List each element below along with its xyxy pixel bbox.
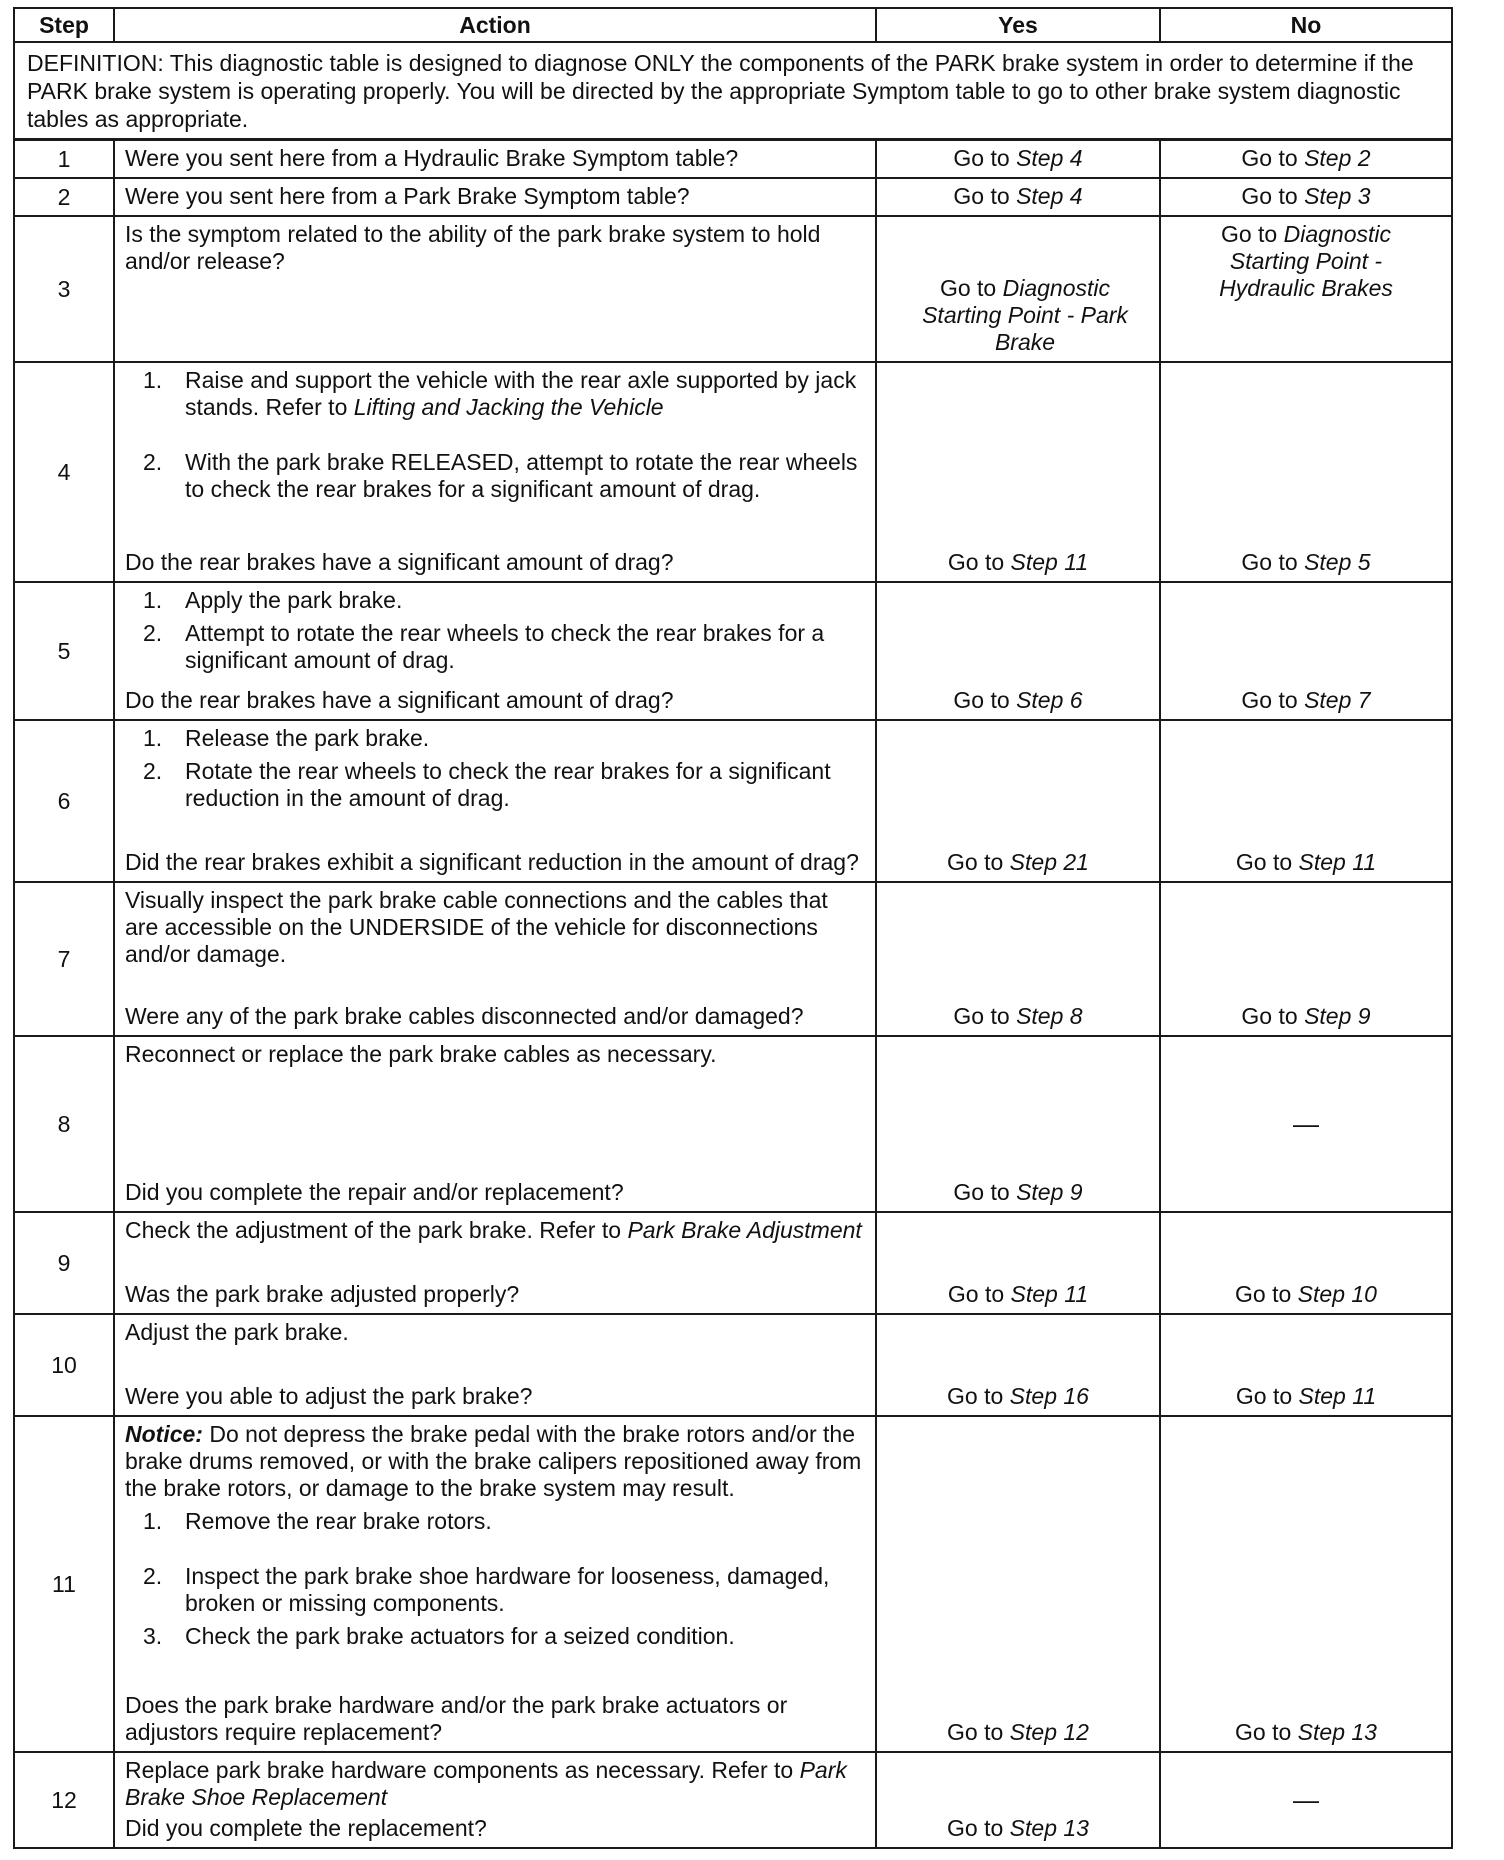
no-cell: [1161, 363, 1451, 581]
yes-cell: [877, 883, 1161, 1035]
instruction: Adjust the park brake.: [125, 1319, 349, 1345]
table-row: [15, 1213, 1451, 1315]
instruction: Replace park brake hardware components as necessary. Refer to Park Brake Shoe Replacement: [125, 1757, 847, 1810]
yes-destination: Go to Step 11: [947, 549, 1089, 575]
notice-text: Notice: Do not depress the brake pedal with the brake rotors and/or the brake drums removed, or with the brake calipers repositioned away from the brake rotors, or damage to the brake system may result.: [125, 1421, 862, 1501]
yes-destination: Go to Step 4: [953, 145, 1083, 171]
action-cell: [115, 363, 877, 581]
yes-destination: Go to Step 6: [953, 687, 1083, 713]
step-number: 7: [15, 883, 115, 1035]
action-cell: [115, 1213, 877, 1313]
yes-destination: Go to Step 12: [947, 1719, 1089, 1745]
no-cell: [1161, 1213, 1451, 1313]
table-row: [15, 1037, 1451, 1213]
instruction: Visually inspect the park brake cable connections and the cables that are accessible on the UNDERSIDE of the vehicle for disconnections and/or damage.: [125, 887, 828, 967]
list-item: 1. Raise and support the vehicle with the rear axle supported by jack stands. Refer to Lifting and Jacking the Vehicle: [143, 367, 857, 420]
definition-row: [15, 43, 1451, 141]
yes-cell: [877, 583, 1161, 719]
step-number: 4: [15, 363, 115, 581]
header-yes: Yes: [877, 9, 1161, 41]
yes-destination: Go to Step 9: [953, 1179, 1083, 1205]
action-cell: [115, 721, 877, 881]
step-number: 9: [15, 1213, 115, 1313]
spacer: [125, 421, 865, 449]
action-cell: [115, 1417, 877, 1751]
no-cell: [1161, 721, 1451, 881]
no-destination: Go to Step 11: [1235, 1383, 1377, 1409]
reference-link[interactable]: Park Brake Shoe Replacement: [125, 1757, 847, 1810]
no-cell: [1161, 179, 1451, 215]
list-item: 2. Attempt to rotate the rear wheels to check the rear brakes for a significant amount of drag.: [143, 620, 825, 673]
question: Does the park brake hardware and/or the park brake actuators or adjustors require replacement?: [125, 1692, 788, 1745]
yes-destination: Go to Step 8: [953, 1003, 1083, 1029]
no-destination: Go to Step 9: [1241, 1003, 1371, 1029]
list-item: 2. Inspect the park brake shoe hardware for looseness, damaged, broken or missing components.: [143, 1563, 830, 1616]
question: Do the rear brakes have a significant amount of drag?: [125, 687, 674, 713]
table-row: [15, 1753, 1451, 1847]
no-destination: Go to Step 7: [1241, 687, 1371, 713]
yes-destination: Go to Diagnostic Starting Point - Park Brake: [922, 275, 1128, 355]
step-number: 2: [15, 179, 115, 215]
yes-destination: Go to Step 16: [947, 1383, 1089, 1409]
action-cell: [115, 217, 877, 361]
question: Did you complete the replacement?: [125, 1815, 487, 1841]
no-cell: [1161, 1417, 1451, 1751]
question: Was the park brake adjusted properly?: [125, 1281, 520, 1307]
spacer: [125, 1535, 865, 1563]
step-number: 11: [15, 1417, 115, 1751]
procedure-list: [125, 725, 865, 812]
diagnostic-table: [13, 7, 1453, 1849]
yes-destination: Go to Step 13: [947, 1815, 1089, 1841]
action-cell: [115, 179, 877, 215]
no-destination: Go to Step 11: [1235, 849, 1377, 875]
question: Did the rear brakes exhibit a significant reduction in the amount of drag?: [125, 849, 859, 875]
yes-destination: Go to Step 4: [953, 183, 1083, 209]
table-row: [15, 883, 1451, 1037]
no-cell: [1161, 883, 1451, 1035]
yes-cell: [877, 1315, 1161, 1415]
yes-cell: [877, 1213, 1161, 1313]
instruction: Check the adjustment of the park brake. Refer to Park Brake Adjustment: [125, 1217, 862, 1243]
header-no: No: [1290, 11, 1322, 38]
table-row: [15, 1417, 1451, 1753]
step-number: 3: [15, 217, 115, 361]
procedure-list: [125, 587, 865, 674]
no-destination: Go to Step 5: [1241, 549, 1371, 575]
definition-text: DEFINITION: This diagnostic table is designed to diagnose ONLY the components of the PARK brake system in order to determine if the PARK brake system is operating properly. You will be directed by the appropriate Symptom table to go to other brake system diagnostic tables as appropriate.: [27, 50, 1414, 132]
reference-link[interactable]: Park Brake Adjustment: [627, 1217, 862, 1243]
step-number: 5: [15, 583, 115, 719]
no-destination: Go to Step 10: [1235, 1281, 1377, 1307]
header-step: Step: [15, 9, 115, 41]
yes-destination: Go to Step 11: [947, 1281, 1089, 1307]
no-cell: [1161, 1753, 1451, 1847]
notice-label: Notice:: [125, 1421, 203, 1447]
question: Were you sent here from a Park Brake Symptom table?: [125, 183, 690, 209]
list-item: 1. Remove the rear brake rotors.: [143, 1508, 492, 1534]
action-cell: [115, 141, 877, 177]
yes-cell: [877, 1417, 1161, 1751]
step-number: 6: [15, 721, 115, 881]
action-cell: [115, 1315, 877, 1415]
table-row: [15, 363, 1451, 583]
reference-link[interactable]: Lifting and Jacking the Vehicle: [353, 394, 664, 420]
list-item: 3. Check the park brake actuators for a seized condition.: [143, 1623, 735, 1649]
yes-cell: [877, 721, 1161, 881]
yes-cell: [877, 363, 1161, 581]
no-destination: Go to Step 13: [1235, 1719, 1377, 1745]
table-row: [15, 721, 1451, 883]
no-destination: Go to Step 3: [1241, 183, 1371, 209]
action-cell: [115, 583, 877, 719]
action-cell: [115, 1753, 877, 1847]
step-number: 12: [15, 1753, 115, 1847]
question: Do the rear brakes have a significant amount of drag?: [125, 549, 674, 575]
no-cell: [1161, 1315, 1451, 1415]
no-cell: [1161, 141, 1451, 177]
yes-cell: [877, 217, 1161, 361]
list-item: 1. Apply the park brake.: [143, 587, 403, 613]
list-item: 2. Rotate the rear wheels to check the rear brakes for a significant reduction in the amount of drag.: [143, 758, 831, 811]
step-number: 1: [15, 141, 115, 177]
procedure-list: [125, 367, 865, 503]
step-number: 8: [15, 1037, 115, 1211]
no-destination: Go to Step 2: [1241, 145, 1371, 171]
question: Is the symptom related to the ability of the park brake system to hold and/or release?: [125, 221, 821, 274]
question: Were you able to adjust the park brake?: [125, 1383, 533, 1409]
question: Were you sent here from a Hydraulic Brake Symptom table?: [125, 145, 739, 171]
question: Were any of the park brake cables disconnected and/or damaged?: [125, 1003, 804, 1029]
table-row: [15, 1315, 1451, 1417]
table-row: [15, 179, 1451, 217]
action-cell: [115, 1037, 877, 1211]
no-destination: —: [1293, 1108, 1319, 1139]
question: Did you complete the repair and/or replacement?: [125, 1179, 624, 1205]
table-header: [15, 9, 1451, 43]
no-destination: Go to Diagnostic Starting Point - Hydraulic Brakes: [1219, 221, 1393, 301]
table-row: [15, 141, 1451, 179]
yes-cell: [877, 1037, 1161, 1211]
yes-cell: [877, 141, 1161, 177]
table-row: [15, 583, 1451, 721]
step-number: 10: [15, 1315, 115, 1415]
yes-cell: [877, 1753, 1161, 1847]
no-cell: [1161, 583, 1451, 719]
no-cell: [1161, 1037, 1451, 1211]
header-action: Action: [115, 9, 877, 41]
yes-cell: [877, 179, 1161, 215]
table-row: [15, 217, 1451, 363]
procedure-list: [125, 1508, 865, 1650]
yes-destination: Go to Step 21: [947, 849, 1089, 875]
action-cell: [115, 883, 877, 1035]
list-item: 1. Release the park brake.: [143, 725, 430, 751]
no-cell: [1161, 217, 1451, 361]
instruction: Reconnect or replace the park brake cables as necessary.: [125, 1041, 717, 1067]
no-destination: —: [1293, 1784, 1319, 1815]
list-item: 2. With the park brake RELEASED, attempt to rotate the rear wheels to check the rear brakes for a significant amount of drag.: [143, 449, 858, 502]
